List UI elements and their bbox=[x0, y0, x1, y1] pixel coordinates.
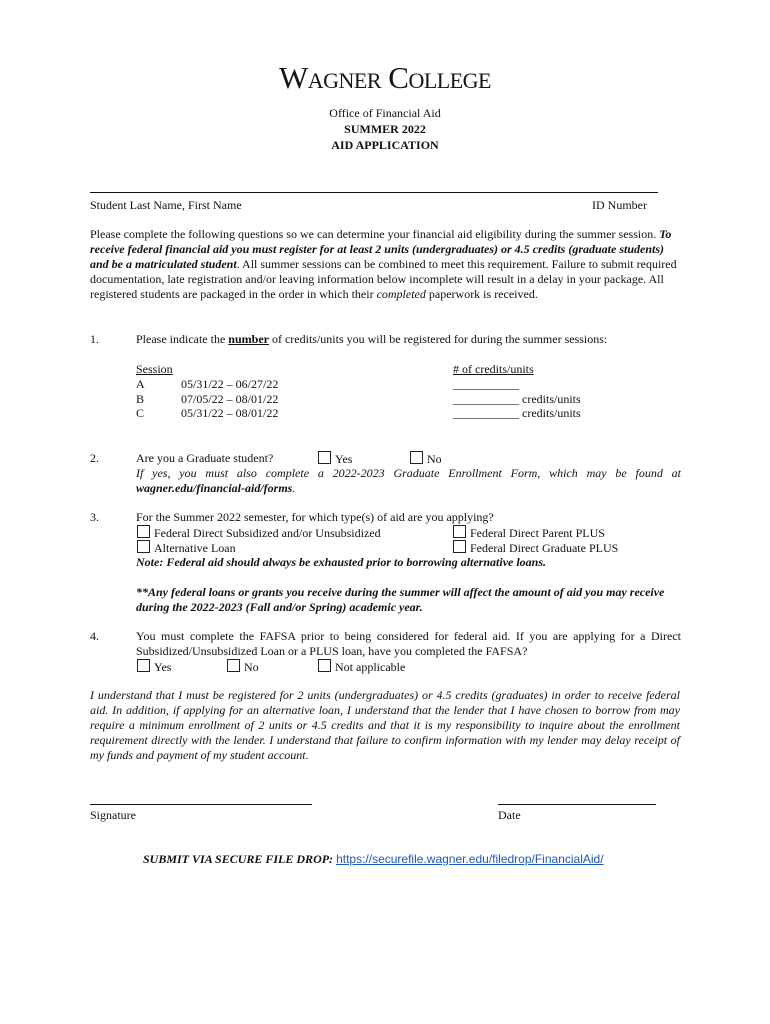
session-dates: 05/31/22 – 08/01/22 bbox=[181, 406, 279, 420]
signature-line[interactable] bbox=[90, 804, 312, 805]
aid-option-label: Federal Direct Graduate PLUS bbox=[470, 541, 619, 555]
checkbox-icon[interactable] bbox=[137, 525, 150, 538]
intro-text-3: paperwork is received. bbox=[428, 287, 538, 301]
q1-text-bold: number bbox=[228, 332, 269, 346]
forms-url: wagner.edu/financial-aid/forms bbox=[136, 481, 293, 495]
session-row bbox=[136, 406, 144, 421]
q4-option-label: Not applicable bbox=[335, 660, 406, 674]
aid-option-label: Federal Direct Subsidized and/or Unsubsidized bbox=[154, 526, 381, 540]
acknowledgement-text: I understand that I must be registered for 2 units (undergraduates) or 4.5 credits (graduates) in order to receive federal aid. In addition, if applying for an alternative loan, I understand that the lender that I have chosen to borrow from may require a minimum enrollment of 2 units or 4.5 credits and that it is my responsibility to inquire about the enrollment requirement directly with the lender. I understand that failure to confirm information with my lender may delay receipt of my funds and payment of my student account. bbox=[90, 688, 680, 762]
date-label: Date bbox=[498, 808, 521, 822]
form-title: AID APPLICATION bbox=[331, 138, 439, 152]
credits-blank[interactable]: ___________ bbox=[453, 392, 519, 406]
aid-option-grad-plus[interactable] bbox=[453, 540, 618, 556]
id-number-label: ID Number bbox=[592, 198, 647, 212]
file-drop-link[interactable]: https://securefile.wagner.edu/filedrop/FinancialAid/ bbox=[336, 852, 604, 866]
q2-yes-option[interactable] bbox=[318, 451, 352, 467]
checkbox-icon[interactable] bbox=[318, 659, 331, 672]
term-title: SUMMER 2022 bbox=[344, 122, 426, 136]
aid-option-subsidized[interactable] bbox=[137, 525, 381, 541]
aid-option-label: Federal Direct Parent PLUS bbox=[470, 526, 605, 540]
checkbox-icon[interactable] bbox=[318, 451, 331, 464]
checkbox-icon[interactable] bbox=[453, 525, 466, 538]
credits-suffix: credits/units bbox=[522, 392, 581, 406]
q4-option-label: Yes bbox=[154, 660, 172, 674]
credits-blank[interactable]: ___________ bbox=[453, 406, 519, 420]
submit-label: SUBMIT VIA SECURE FILE DROP: bbox=[143, 852, 334, 866]
q2-no-label: No bbox=[427, 452, 442, 466]
aid-option-parent-plus[interactable] bbox=[453, 525, 605, 541]
session-code: A bbox=[136, 377, 145, 391]
q3-note: Note: Federal aid should always be exhausted prior to borrowing alternative loans. bbox=[136, 555, 547, 569]
credits-blank[interactable]: ___________ bbox=[453, 377, 519, 391]
q4-question: You must complete the FAFSA prior to being considered for federal aid. If you are applying for a Direct Subsidized/Unsubsidized Loan or a PLUS loan, have you completed the FAFSA? bbox=[136, 629, 681, 658]
checkbox-icon[interactable] bbox=[137, 540, 150, 553]
q2-yes-label: Yes bbox=[335, 452, 353, 466]
aid-option-label: Alternative Loan bbox=[154, 541, 236, 555]
q2-note-end: . bbox=[292, 481, 296, 495]
student-name-line[interactable] bbox=[90, 192, 658, 193]
session-row bbox=[136, 377, 145, 392]
q1-number: 1. bbox=[90, 332, 99, 346]
q4-number: 4. bbox=[90, 629, 99, 643]
intro-text-2: . All summer sessions can be combined to meet this requirement. Failure to submit required documentation, late registration and/or leaving information below incomplete will result in a delay in your package. All registered students are packaged in the order in which their bbox=[90, 257, 677, 301]
student-name-label: Student Last Name, First Name bbox=[90, 198, 242, 212]
q2-number: 2. bbox=[90, 451, 99, 465]
checkbox-icon[interactable] bbox=[453, 540, 466, 553]
q1-text-before: Please indicate the bbox=[136, 332, 226, 346]
session-row bbox=[136, 392, 144, 407]
q3-question: For the Summer 2022 semester, for which type(s) of aid are you applying? bbox=[136, 510, 494, 524]
q1-text-after: of credits/units you will be registered for during the summer sessions: bbox=[271, 332, 608, 346]
q4-option-label: No bbox=[244, 660, 259, 674]
date-line[interactable] bbox=[498, 804, 656, 805]
intro-completed: completed bbox=[376, 287, 426, 301]
q4-no-option[interactable] bbox=[227, 659, 259, 675]
q1-question bbox=[136, 332, 607, 347]
q2-no-option[interactable] bbox=[410, 451, 442, 467]
intro-paragraph bbox=[90, 227, 682, 302]
session-header: Session bbox=[136, 362, 173, 376]
checkbox-icon[interactable] bbox=[410, 451, 423, 464]
q3-warning: **Any federal loans or grants you receive during the summer will affect the amount of aid you may receive during the 2022-2023 (Fall and/or Spring) academic year. bbox=[136, 585, 665, 614]
q2-question: Are you a Graduate student? bbox=[136, 451, 274, 465]
session-dates: 05/31/22 – 06/27/22 bbox=[181, 377, 279, 391]
q4-yes-option[interactable] bbox=[137, 659, 171, 675]
aid-option-alternative[interactable] bbox=[137, 540, 236, 556]
session-dates: 07/05/22 – 08/01/22 bbox=[181, 392, 279, 406]
q4-na-option[interactable] bbox=[318, 659, 405, 675]
signature-label: Signature bbox=[90, 808, 136, 822]
office-name: Office of Financial Aid bbox=[329, 106, 441, 120]
checkbox-icon[interactable] bbox=[227, 659, 240, 672]
intro-text-1: Please complete the following questions so we can determine your financial aid eligibility during the summer session. bbox=[90, 227, 657, 241]
checkbox-icon[interactable] bbox=[137, 659, 150, 672]
college-logo: Wagner College bbox=[279, 60, 491, 95]
credits-header: # of credits/units bbox=[453, 362, 534, 376]
credits-input[interactable] bbox=[453, 392, 581, 407]
q2-note: If yes, you must also complete a 2022-2023 Graduate Enrollment Form, which may be found at bbox=[136, 466, 681, 480]
session-code: C bbox=[136, 406, 145, 420]
credits-suffix: credits/units bbox=[522, 406, 581, 420]
intro-requirement: To receive federal financial aid you must register for at least 2 units (undergraduates) or 4.5 credits (graduate students) and be a matriculated student bbox=[90, 227, 672, 271]
submit-line bbox=[143, 852, 604, 867]
q2-note-link bbox=[136, 481, 295, 496]
q3-number: 3. bbox=[90, 510, 99, 524]
session-code: B bbox=[136, 392, 145, 406]
credits-input[interactable] bbox=[453, 406, 581, 421]
credits-input[interactable] bbox=[453, 377, 519, 392]
